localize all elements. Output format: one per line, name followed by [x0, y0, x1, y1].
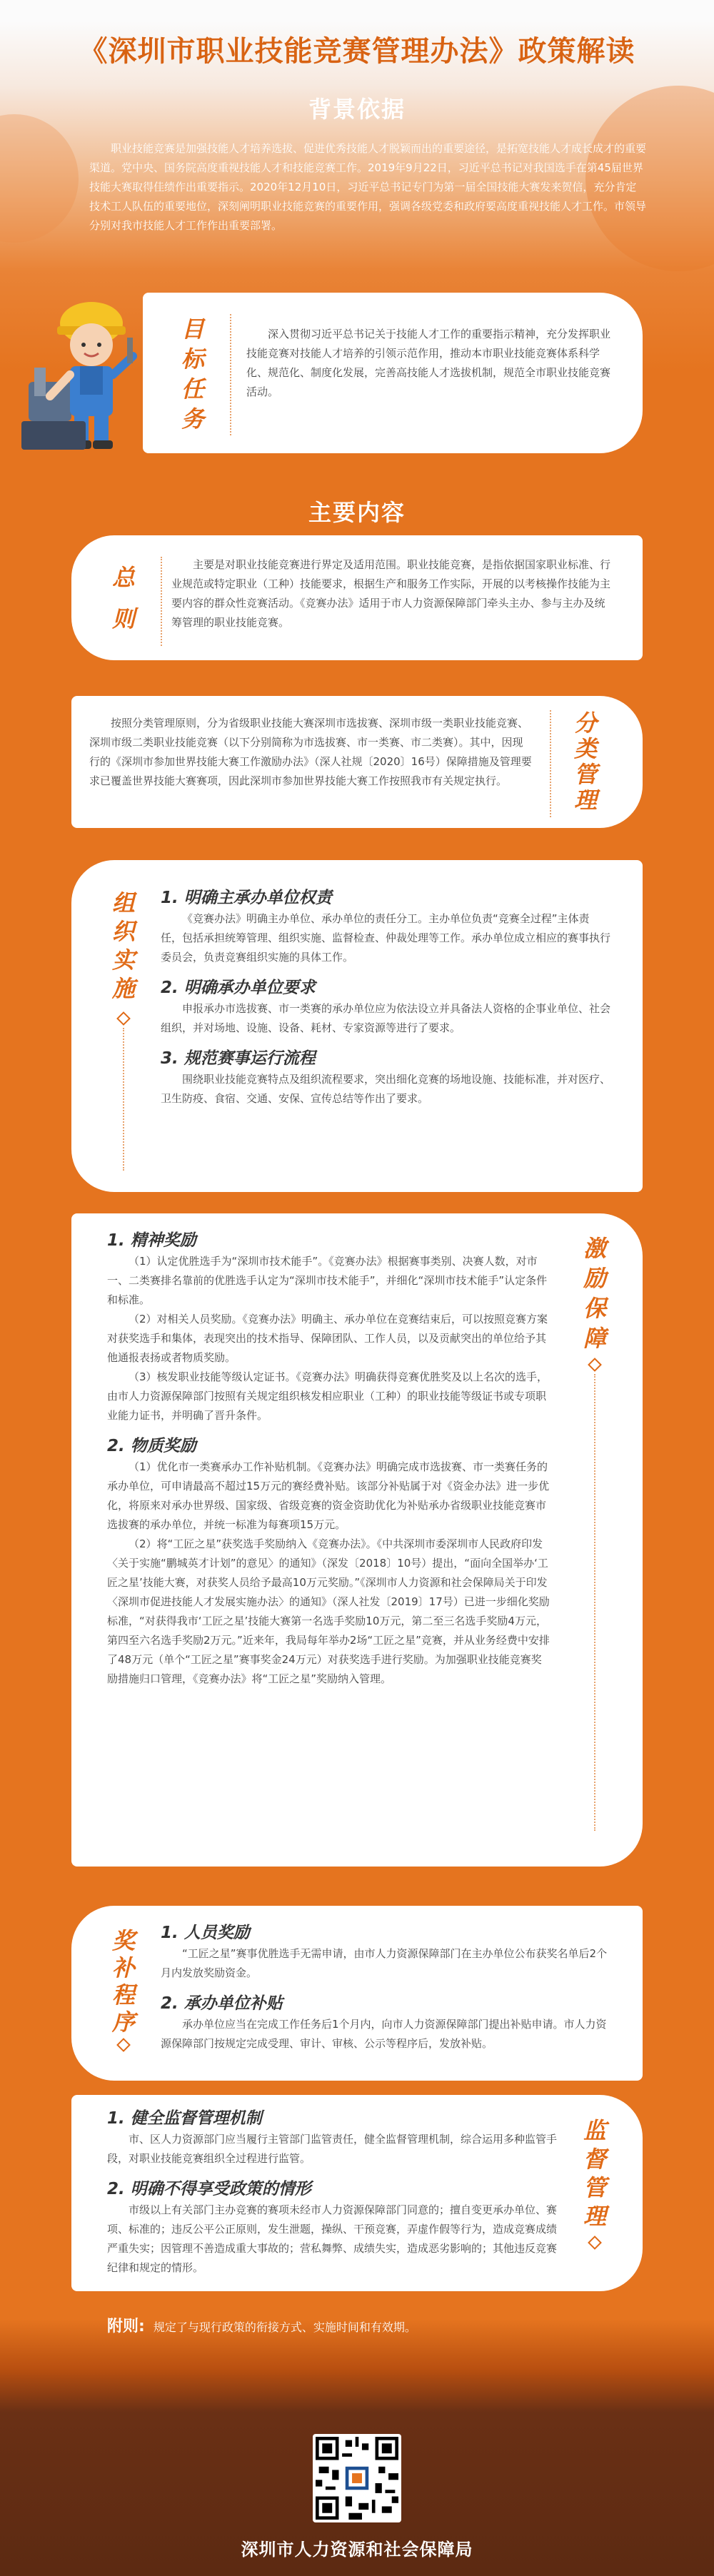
general-divider	[161, 557, 164, 646]
general-text: 主要是对职业技能竞赛进行界定及适用范围。职业技能竞赛，是指依据国家职业标准、行业规范或特定职业（工种）技能要求，根据生产和服务工作实际，开展的以考核操作技能为主要内容的群众性竞赛活动。《竞赛办法》适用于市人力资源保障部门牵头主办、参与主办及统筹管理的职业技能竞赛。	[171, 558, 611, 629]
worker-mascot-icon	[0, 282, 164, 460]
background-heading: 背景依据	[308, 96, 406, 123]
procedure-label: 奖 补 程 序	[111, 1927, 135, 2036]
background-text: 职业技能竞赛是加强技能人才培养选拔、促进优秀技能人才脱颖而出的重要途径，是拓宽技能人才成长成才的重要渠道。党中央、国务院高度重视技能人才和技能竞赛工作。2019年9月22日，习近平总书记对我国选手在第45届世界技能大赛取得佳绩作出重要指示。2020年12月10日，习近平总书记专门为第一届全国技能大赛发来贺信，充分肯定技术工人队伍的重要地位，深刻阐明职业技能竞赛的重要作用，强调各级党委和政府要高度重视技能人才工作。市领导分别对我市技能人才工作作出重要部署。	[89, 142, 647, 232]
supervision-text-block	[107, 2109, 557, 2289]
procedure-text-block	[161, 1924, 610, 2065]
procedure-item-text: 承办单位应当在完成工作任务后1个月内，向市人力资源保障部门提出补贴申请。市人力资源保障部门按规定完成受理、审计、审核、公示等程序后，发放补贴。	[161, 2018, 607, 2050]
incentive-material-item: （2）将“工匠之星”获奖选手奖励纳入《竞赛办法》。《中共深圳市委深圳市人民政府印发〈关于实施“鹏城英才计划”的意见〉的通知》（深发〔2018〕10号）提出，“面向全国举办‘工匠之星’技能大赛，对获奖人员给予最高10万元奖励。”《深圳市人力资源和社会保障局关于印发〈深圳市促进技能人才发展实施办法〉的通知》（深人社发〔2019〕17号）已进一步细化奖励标准，“对获得我市‘工匠之星’技能大赛第一名选手奖励10万元，第二至三名选手奖励4万元，第四至六名选手奖励2万元。”近来年，我局每年举办2场“工匠之星”竞赛，并从业务经费中安排了48万元（单个“工匠之星”赛事奖金24万元）对获奖选手进行奖励。为加强职业技能竞赛奖励措施归口管理，《竞赛办法》将“工匠之星”奖励纳入管理。	[107, 1537, 550, 1685]
organization-text-block	[161, 889, 610, 1120]
goal-text-block	[246, 325, 610, 402]
organization-item	[161, 889, 610, 967]
supervision-item-title: 1. 健全监督管理机制	[107, 2109, 262, 2128]
supervision-item-text: 市、区人力资源部门应当履行主管部门监管责任，健全监督管理机制，综合运用多种监管手段，对职业技能竞赛组织全过程进行监管。	[107, 2133, 558, 2165]
organization-item-text: 《竞赛办法》明确主办单位、承办单位的责任分工。主办单位负责“竞赛全过程”主体责任，包括承担统筹管理、组织实施、监督检查、仲裁处理等工作。承办单位成立相应的赛事执行委员会，负责竞赛组织实施的具体工作。	[161, 912, 611, 964]
page-title: 《深圳市职业技能竞赛管理办法》政策解读	[79, 35, 635, 68]
organization-item	[161, 979, 610, 1038]
appendix-text: 规定了与现行政策的衔接方式、实施时间和有效期。	[153, 2320, 416, 2334]
supervision-item	[107, 2180, 557, 2278]
incentive-spirit-item: （3）核发职业技能等级认定证书。《竞赛办法》明确获得竞赛优胜奖及以上名次的选手，由市人力资源保障部门按照有关规定组织核发相应职业（工种）的职业技能等级证书或专项职业能力证书，并明确了晋升条件。	[107, 1370, 548, 1422]
deco-circle-left	[0, 114, 79, 243]
main-heading: 主要内容	[308, 499, 406, 526]
incentive-label: 激 励 保 障	[583, 1235, 606, 1352]
footer-org: 深圳市人力资源和社会保障局	[241, 2540, 473, 2560]
organization-item-title: 1. 明确主承办单位权责	[161, 889, 332, 907]
qr-code-icon	[313, 2434, 401, 2522]
incentive-spirit-title: 1. 精神奖励	[107, 1231, 196, 1250]
procedure-item	[161, 1994, 610, 2054]
incentive-text-block	[107, 1231, 550, 1689]
organization-divider	[123, 1028, 126, 1171]
procedure-item-text: “工匠之星”赛事优胜选手无需申请，由市人力资源保障部门在主办单位公布获奖名单后2个月内发放奖励资金。	[161, 1947, 608, 1979]
incentive-material-title: 2. 物质奖励	[107, 1437, 196, 1455]
organization-item-text: 申报承办市选拔赛、市一类赛的承办单位应为依法设立并具备法人资格的企事业单位、社会组织，并对场地、设施、设备、耗材、专家资源等进行了要求。	[161, 1002, 611, 1034]
organization-item-title: 3. 规范赛事运行流程	[161, 1049, 316, 1068]
supervision-item-title: 2. 明确不得享受政策的情形	[107, 2180, 311, 2198]
classification-label: 分 类 管 理	[573, 709, 597, 814]
classification-divider	[550, 710, 553, 817]
goal-label: 目 标 任 务	[181, 315, 204, 433]
incentive-divider	[594, 1374, 597, 1831]
supervision-item-text: 市级以上有关部门主办竞赛的赛项未经市人力资源保障部门同意的；擅自变更承办单位、赛项、标准的；违反公平公正原则，发生泄题，操纵、干预竞赛，弄虚作假等行为，造成竞赛成绩严重失实；因管理不善造成重大事故的；营私舞弊、成绩失实，造成恶劣影响的；其他违反竞赛纪律和规定的情形。	[107, 2203, 558, 2274]
qr-code-graphic	[316, 2437, 398, 2520]
appendix-label: 附则:	[107, 2318, 145, 2335]
goal-divider	[230, 314, 233, 435]
incentive-spirit-item: （1）认定优胜选手为“深圳市技术能手”。《竞赛办法》根据赛事类别、决赛人数，对市一、二类赛排名靠前的优胜选手认定为“深圳市技术能手”，并细化“深圳市技术能手”认定条件和标准。	[107, 1255, 548, 1306]
organization-item-title: 2. 明确承办单位要求	[161, 979, 316, 997]
organization-item	[161, 1049, 610, 1108]
organization-label: 组 织 实 施	[111, 889, 135, 1002]
goal-text: 深入贯彻习近平总书记关于技能人才工作的重要指示精神，充分发挥职业技能竞赛对技能人才培养的引领示范作用，推动本市职业技能竞赛体系科学化、规范化、制度化发展，完善高技能人才选拔机制，规范全市职业技能竞赛活动。	[246, 328, 611, 398]
procedure-item-title: 1. 人员奖励	[161, 1924, 250, 1942]
incentive-spirit-item: （2）对相关人员奖励。《竞赛办法》明确主、承办单位在竞赛结束后，可以按照竞赛方案对获奖选手和集体，表现突出的技术指导、保障团队、工作人员，以及贡献突出的单位给予其他通报表扬或者物质奖励。	[107, 1313, 548, 1364]
general-label: 总 则	[111, 564, 135, 632]
incentive-material-item: （1）优化市一类赛承办工作补贴机制。《竞赛办法》明确完成市选拔赛、市一类赛任务的承办单位，可申请最高不超过15万元的赛经费补贴。该部分补贴属于对《资金办法》进一步优化，将原来对承办世界级、国家级、省级竞赛的资金资助优化为补贴承办省级职业技能竞赛市选拔赛的承办单位，并统一标准为每赛项15万元。	[107, 1460, 550, 1531]
appendix	[107, 2314, 664, 2336]
supervision-item	[107, 2109, 557, 2168]
supervision-label: 监 督 管 理	[583, 2117, 606, 2230]
procedure-item	[161, 1924, 610, 1983]
general-text-block	[171, 555, 614, 632]
classification-text-block	[89, 714, 532, 791]
organization-item-text: 围绕职业技能竞赛特点及组织流程要求，突出细化竞赛的场地设施、技能标准，并对医疗、卫生防疫、食宿、交通、安保、宣传总结等作出了要求。	[161, 1073, 611, 1105]
classification-text: 按照分类管理原则，分为省级职业技能大赛深圳市选拔赛、深圳市级一类职业技能竞赛、深圳市级二类职业技能竞赛（以下分别简称为市选拔赛、市一类赛、市二类赛）。其中，因现行的《深圳市参加世界技能大赛工作激励办法》（深人社规〔2020〕16号）保障措施及管理要求已覆盖世界技能大赛赛项，因此深圳市参加世界技能大赛工作按照我市有关规定执行。	[89, 717, 532, 787]
procedure-item-title: 2. 承办单位补贴	[161, 1994, 283, 2013]
